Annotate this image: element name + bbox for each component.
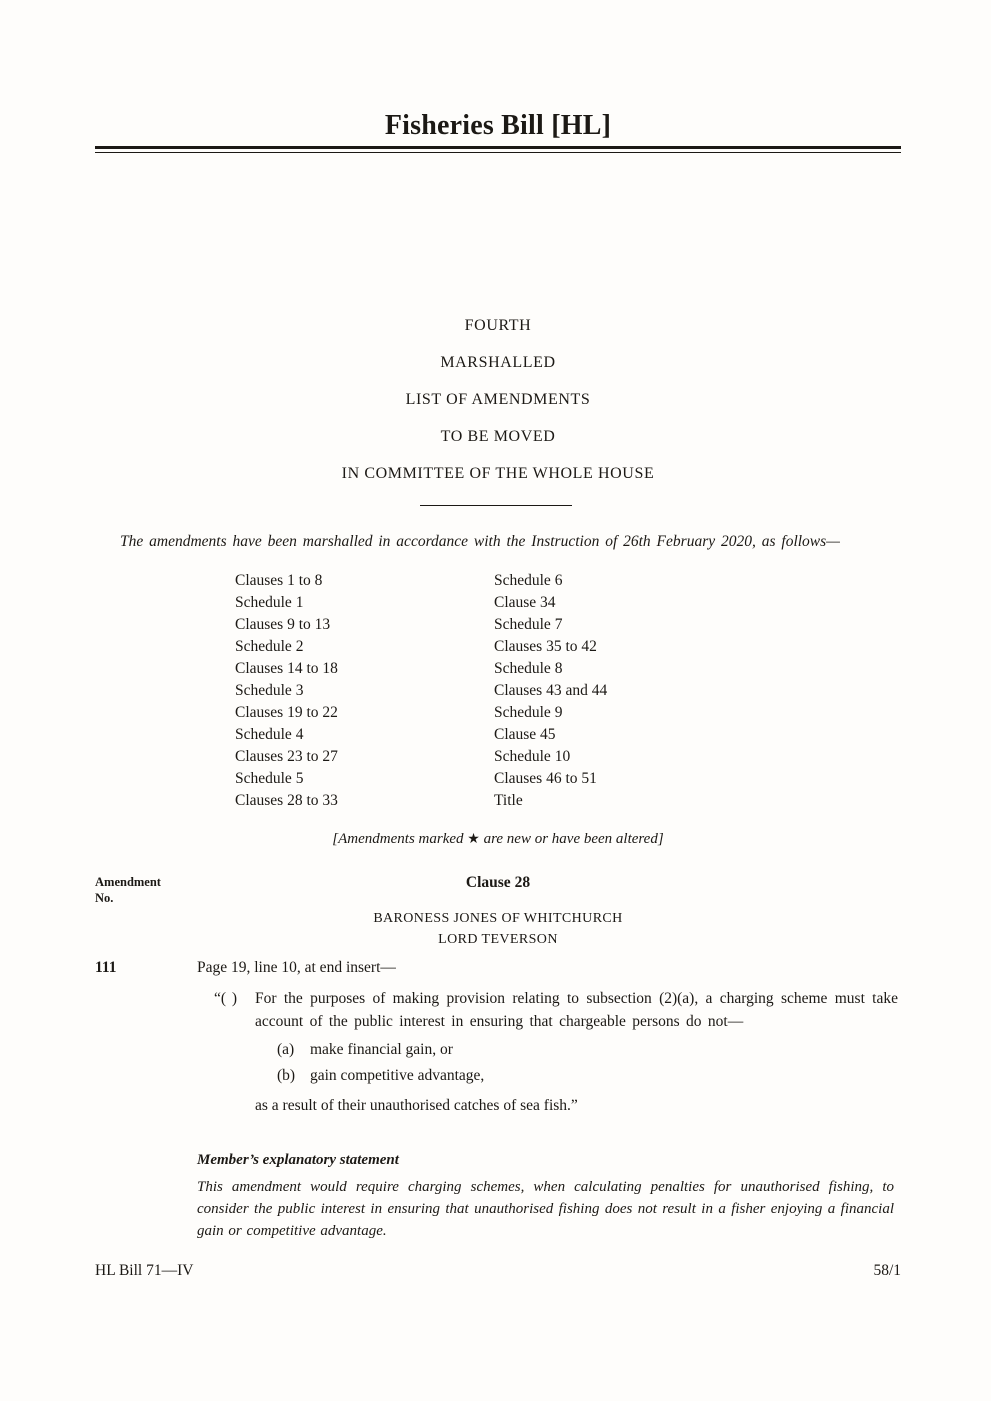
amendment-quote [214, 987, 898, 1117]
marshalling-column-left [235, 570, 494, 812]
amendment-movers [95, 908, 901, 950]
amendment-no-label-line1: Amendment [95, 875, 161, 889]
marshal-item: Clauses 1 to 8 [235, 572, 323, 589]
footer-bill-reference: HL Bill 71—IV [95, 1262, 194, 1279]
amendment-no-label-line2: No. [95, 891, 114, 905]
marshal-item: Title [494, 792, 523, 809]
marshal-item: Schedule 6 [494, 572, 563, 589]
marshal-item: Schedule 10 [494, 748, 571, 765]
document-title: Fisheries Bill [HL] [384, 110, 612, 141]
footer-page-code: 58/1 [873, 1262, 901, 1279]
quote-subitems [255, 1037, 898, 1089]
marshal-item: Clauses 46 to 51 [494, 770, 597, 787]
clause-heading: Clause 28 [465, 874, 531, 891]
marshal-item: Schedule 4 [235, 726, 304, 743]
explanatory-heading: Member’s explanatory statement [197, 1152, 399, 1168]
quote-item-a [277, 1037, 898, 1063]
star-note-prefix: [Amendments marked [332, 831, 468, 847]
marshal-item: Clauses 43 and 44 [494, 682, 608, 699]
marshal-item: Clauses 9 to 13 [235, 616, 331, 633]
quote-paragraph-text: For the purposes of making provision relating to subsection (2)(a), a charging scheme must take account of the public interest in ensuring that chargeable persons do not— [255, 990, 898, 1030]
marshal-item: Clauses 28 to 33 [235, 792, 338, 809]
title-double-rule [95, 146, 901, 153]
quote-item-a-text: make financial gain, or [310, 1041, 453, 1058]
amendment-number: 111 [95, 959, 117, 976]
marshal-item: Clause 34 [494, 594, 556, 611]
quote-marker: “( ) [214, 990, 238, 1007]
marshalled-list-headings [95, 307, 901, 492]
marshal-item: Clause 45 [494, 726, 556, 743]
marshal-item: Clauses 14 to 18 [235, 660, 338, 677]
section-divider [420, 505, 572, 506]
marshal-item: Schedule 5 [235, 770, 304, 787]
marshal-item: Schedule 2 [235, 638, 304, 655]
marshal-item: Clauses 19 to 22 [235, 704, 338, 721]
marshal-item: Clauses 35 to 42 [494, 638, 597, 655]
star-icon: ★ [467, 832, 480, 847]
heading-fourth: FOURTH [464, 317, 532, 334]
heading-marshalled: MARSHALLED [440, 354, 556, 371]
mover-name: LORD TEVERSON [438, 932, 558, 947]
explanatory-text: This amendment would require charging schemes, when calculating penalties for unauthorised fishing, to consider the public interest in ensuring that unauthorised fishing does not result in a fisher enjoying a financial gain or competitive advantage. [197, 1179, 894, 1239]
heading-to-be-moved: TO BE MOVED [440, 428, 556, 445]
quote-item-a-label: (a) [277, 1041, 295, 1058]
marshal-item: Schedule 9 [494, 704, 563, 721]
heading-committee: IN COMMITTEE OF THE WHOLE HOUSE [341, 465, 655, 482]
star-note [95, 831, 901, 848]
marshal-item: Schedule 3 [235, 682, 304, 699]
star-note-suffix: are new or have been altered] [479, 831, 664, 847]
amendment-instruction: Page 19, line 10, at end insert— [197, 959, 396, 976]
quote-item-b-text: gain competitive advantage, [310, 1067, 485, 1084]
quote-item-b-label: (b) [277, 1067, 296, 1084]
marshal-item: Schedule 1 [235, 594, 304, 611]
marshalling-intro: The amendments have been marshalled in accordance with the Instruction of 26th February 2020, as follows— [120, 533, 840, 550]
page-footer [95, 1262, 901, 1280]
quote-item-b [277, 1063, 898, 1089]
marshalling-order [235, 570, 795, 812]
quote-closing: as a result of their unauthorised catches of sea fish.” [255, 1097, 578, 1114]
explanatory-statement [197, 1152, 894, 1242]
quote-paragraph [214, 987, 898, 1033]
marshal-item: Clauses 23 to 27 [235, 748, 338, 765]
marshal-item: Schedule 8 [494, 660, 563, 677]
marshal-item: Schedule 7 [494, 616, 563, 633]
heading-list-of-amendments: LIST OF AMENDMENTS [405, 391, 591, 408]
mover-name: BARONESS JONES OF WHITCHURCH [373, 911, 623, 926]
marshalling-column-right [494, 570, 753, 812]
